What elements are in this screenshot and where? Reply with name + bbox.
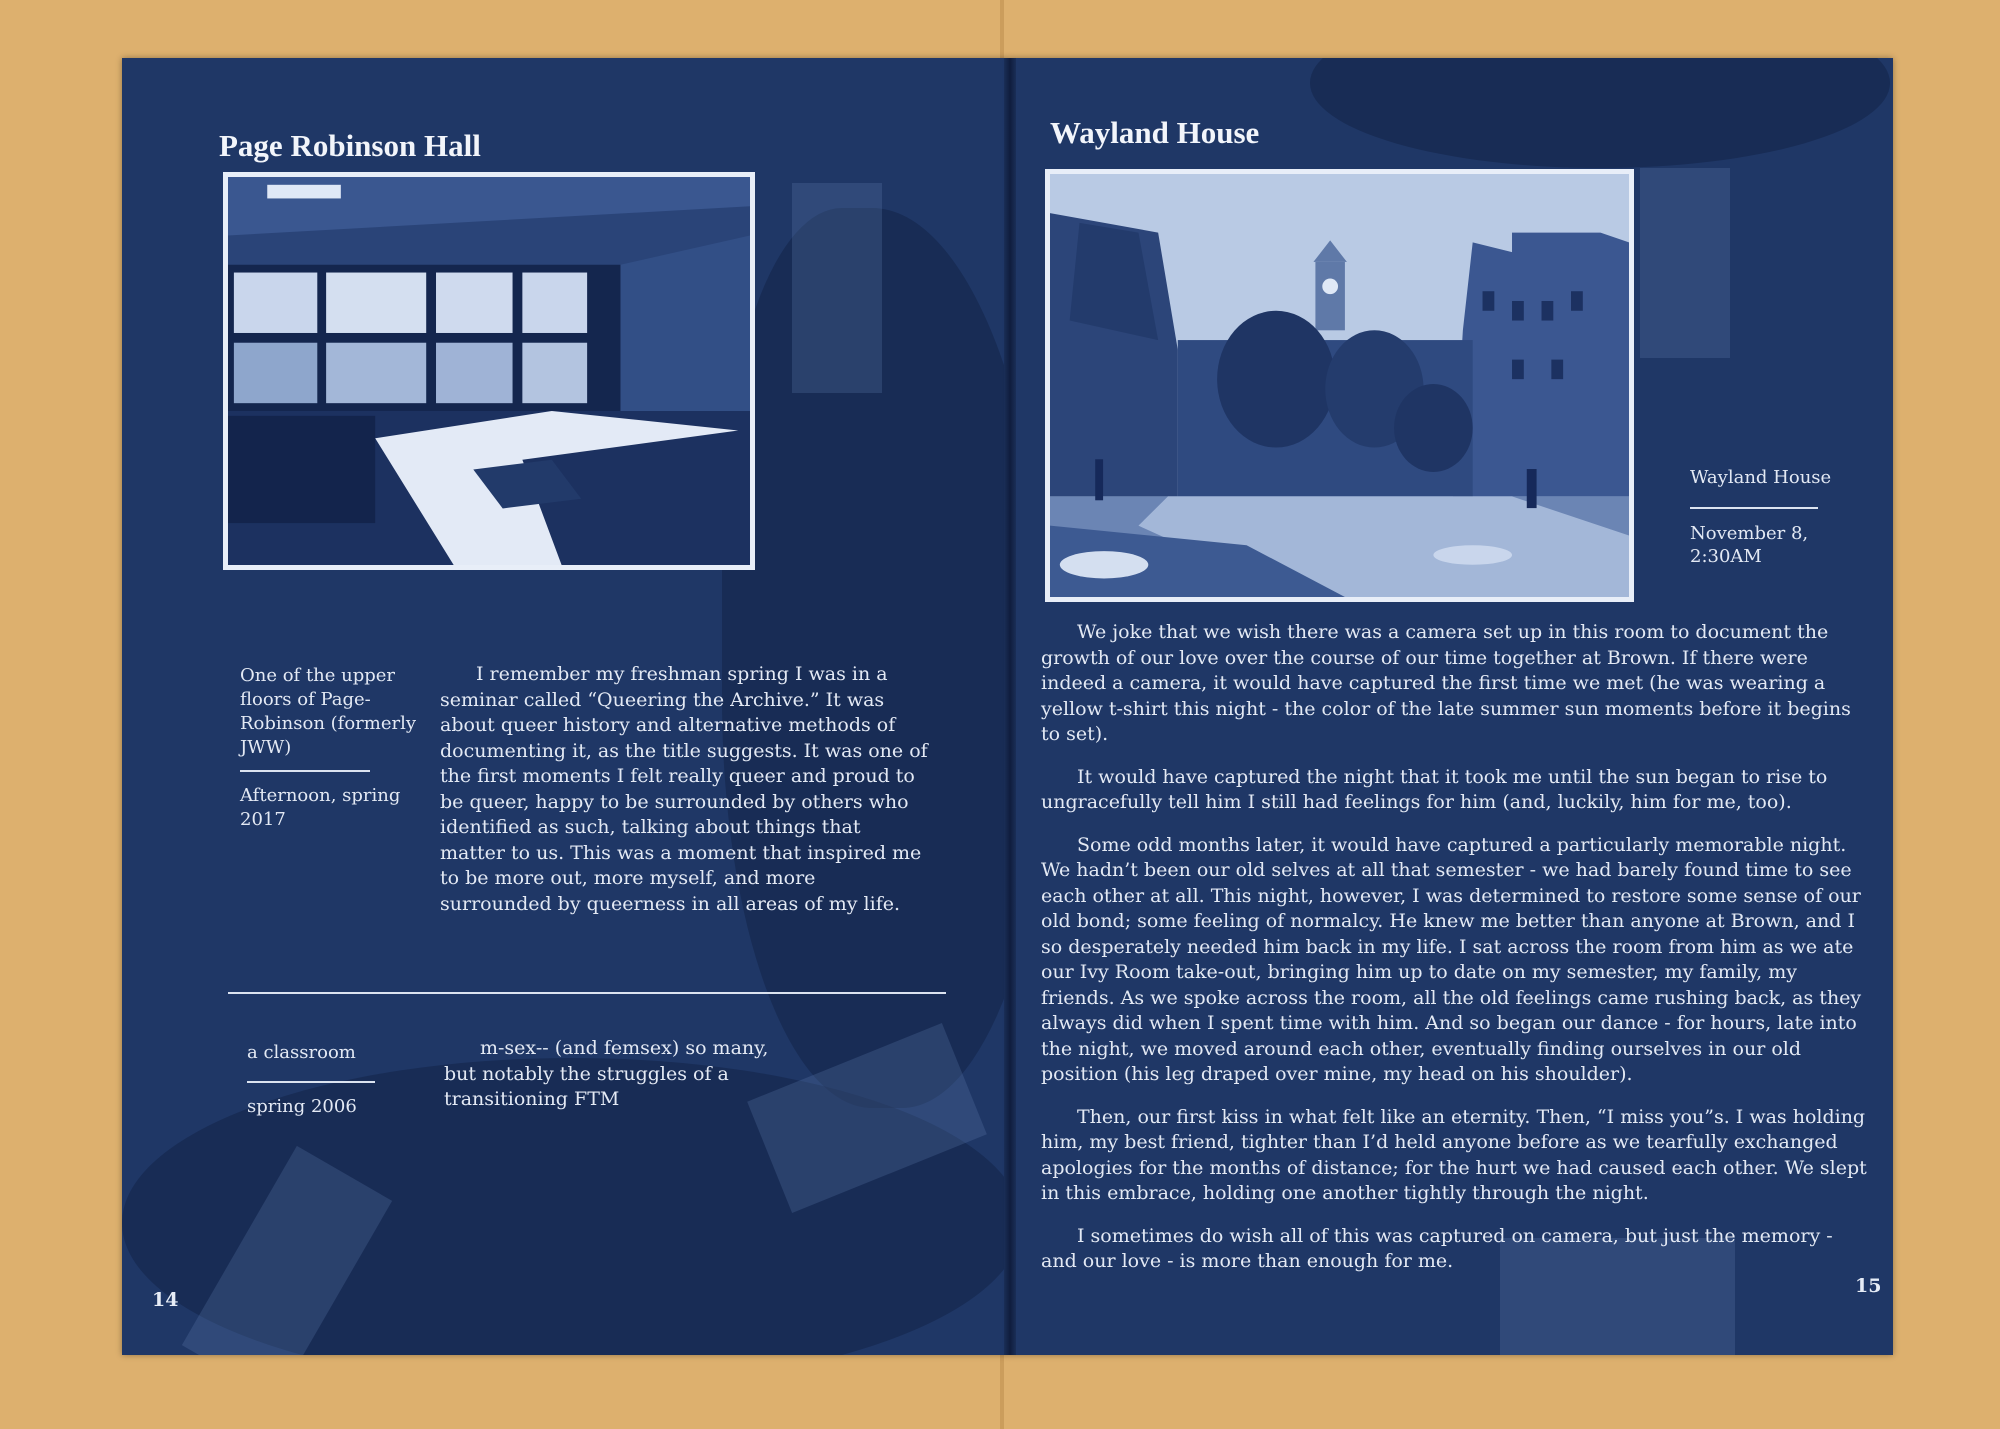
page-title: Wayland House — [1050, 115, 1260, 150]
second-entry-paragraph: m-sex-- (and femsex) so many, but notably the struggles of a transitioning FTM — [444, 1037, 769, 1110]
right-page — [1010, 58, 1893, 1355]
second-caption-time: spring 2006 — [247, 1096, 357, 1117]
wayland-house-photo — [1045, 169, 1634, 602]
story-text — [1041, 620, 1867, 1292]
caption-divider — [1690, 507, 1818, 509]
story-paragraph: I remember my freshman spring I was in a seminar called “Queering the Archive.” It was about queer history and alternative methods of documenting it, as the title suggests. It was one of the first moments I felt really queer and proud to be queer, happy to be surrounded by others who identified as such, talking about things that matter to us. This was a moment that inspired me to be more out, more myself, and more surrounded by queerness in all areas of my life. — [440, 663, 928, 915]
classroom-photo — [223, 172, 755, 570]
tape-strip — [792, 183, 882, 393]
story-text — [440, 662, 930, 934]
second-caption-place: a classroom — [247, 1042, 356, 1063]
photo-caption-place: Wayland House — [1690, 467, 1832, 488]
left-page — [122, 58, 1010, 1355]
photo-caption-time: 2:30AM — [1690, 546, 1762, 567]
page-number: 14 — [152, 1289, 179, 1311]
caption-divider — [240, 770, 370, 772]
story-paragraph-5: I sometimes do wish all of this was captured on camera, but just the memory - and our love - is more than enough for me. — [1041, 1224, 1833, 1272]
story-paragraph-3: Some odd months later, it would have captured a particularly memorable night. We hadn’t been our old selves at all that semester - we had barely found time to see each other at all. This night, however, I was determined to restore some sense of our old bond; some feeling of normalcy. He knew me better than anyone at Brown, and I so desperately needed him back in my life. I sat across the room from him as we ate our Ivy Room take-out, bringing him up to date on my semester, my family, my friends. As we spoke across the room, all the old feelings came rushing back, as they always did when I spent time with him. And so began our dance - for hours, late into the night, we moved around each other, eventually finding ourselves in our old position (his leg draped over mine, my head on his shoulder). — [1041, 833, 1862, 1085]
caption-divider — [247, 1081, 375, 1083]
section-divider — [228, 992, 946, 994]
page-title: Page Robinson Hall — [219, 128, 481, 163]
paper-shadow — [1310, 58, 1890, 168]
story-paragraph-4: Then, our first kiss in what felt like an eternity. Then, “I miss you”s. I was holding him, my best friend, tighter than I’d held anyone before as we tearfully exchanged apologies for the months of distance; for the hurt we had caused each other. We slept in this embrace, holding one another tightly through the night. — [1041, 1105, 1867, 1204]
story-paragraph-1: We joke that we wish there was a camera set up in this room to document the growth of our love over the course of our time together at Brown. If there were indeed a camera, it would have captured the first time we met (he was wearing a yellow t-shirt this night - the color of the late summer sun moments before it begins to set). — [1041, 621, 1851, 745]
page-number: 15 — [1855, 1275, 1882, 1297]
photo-caption-description: One of the upper floors of Page-Robinson (formerly JWW) — [240, 665, 417, 758]
second-entry-text — [444, 1036, 789, 1130]
photo-caption-date: November 8, — [1690, 523, 1809, 544]
book-spine — [1004, 58, 1016, 1355]
tape-strip — [1640, 168, 1730, 358]
story-paragraph-2: It would have captured the night that it took me until the sun began to rise to ungracefully tell him I still had feelings for him (and, luckily, him for me, too). — [1041, 765, 1828, 813]
photo-caption-time: Afternoon, spring 2017 — [240, 785, 401, 830]
